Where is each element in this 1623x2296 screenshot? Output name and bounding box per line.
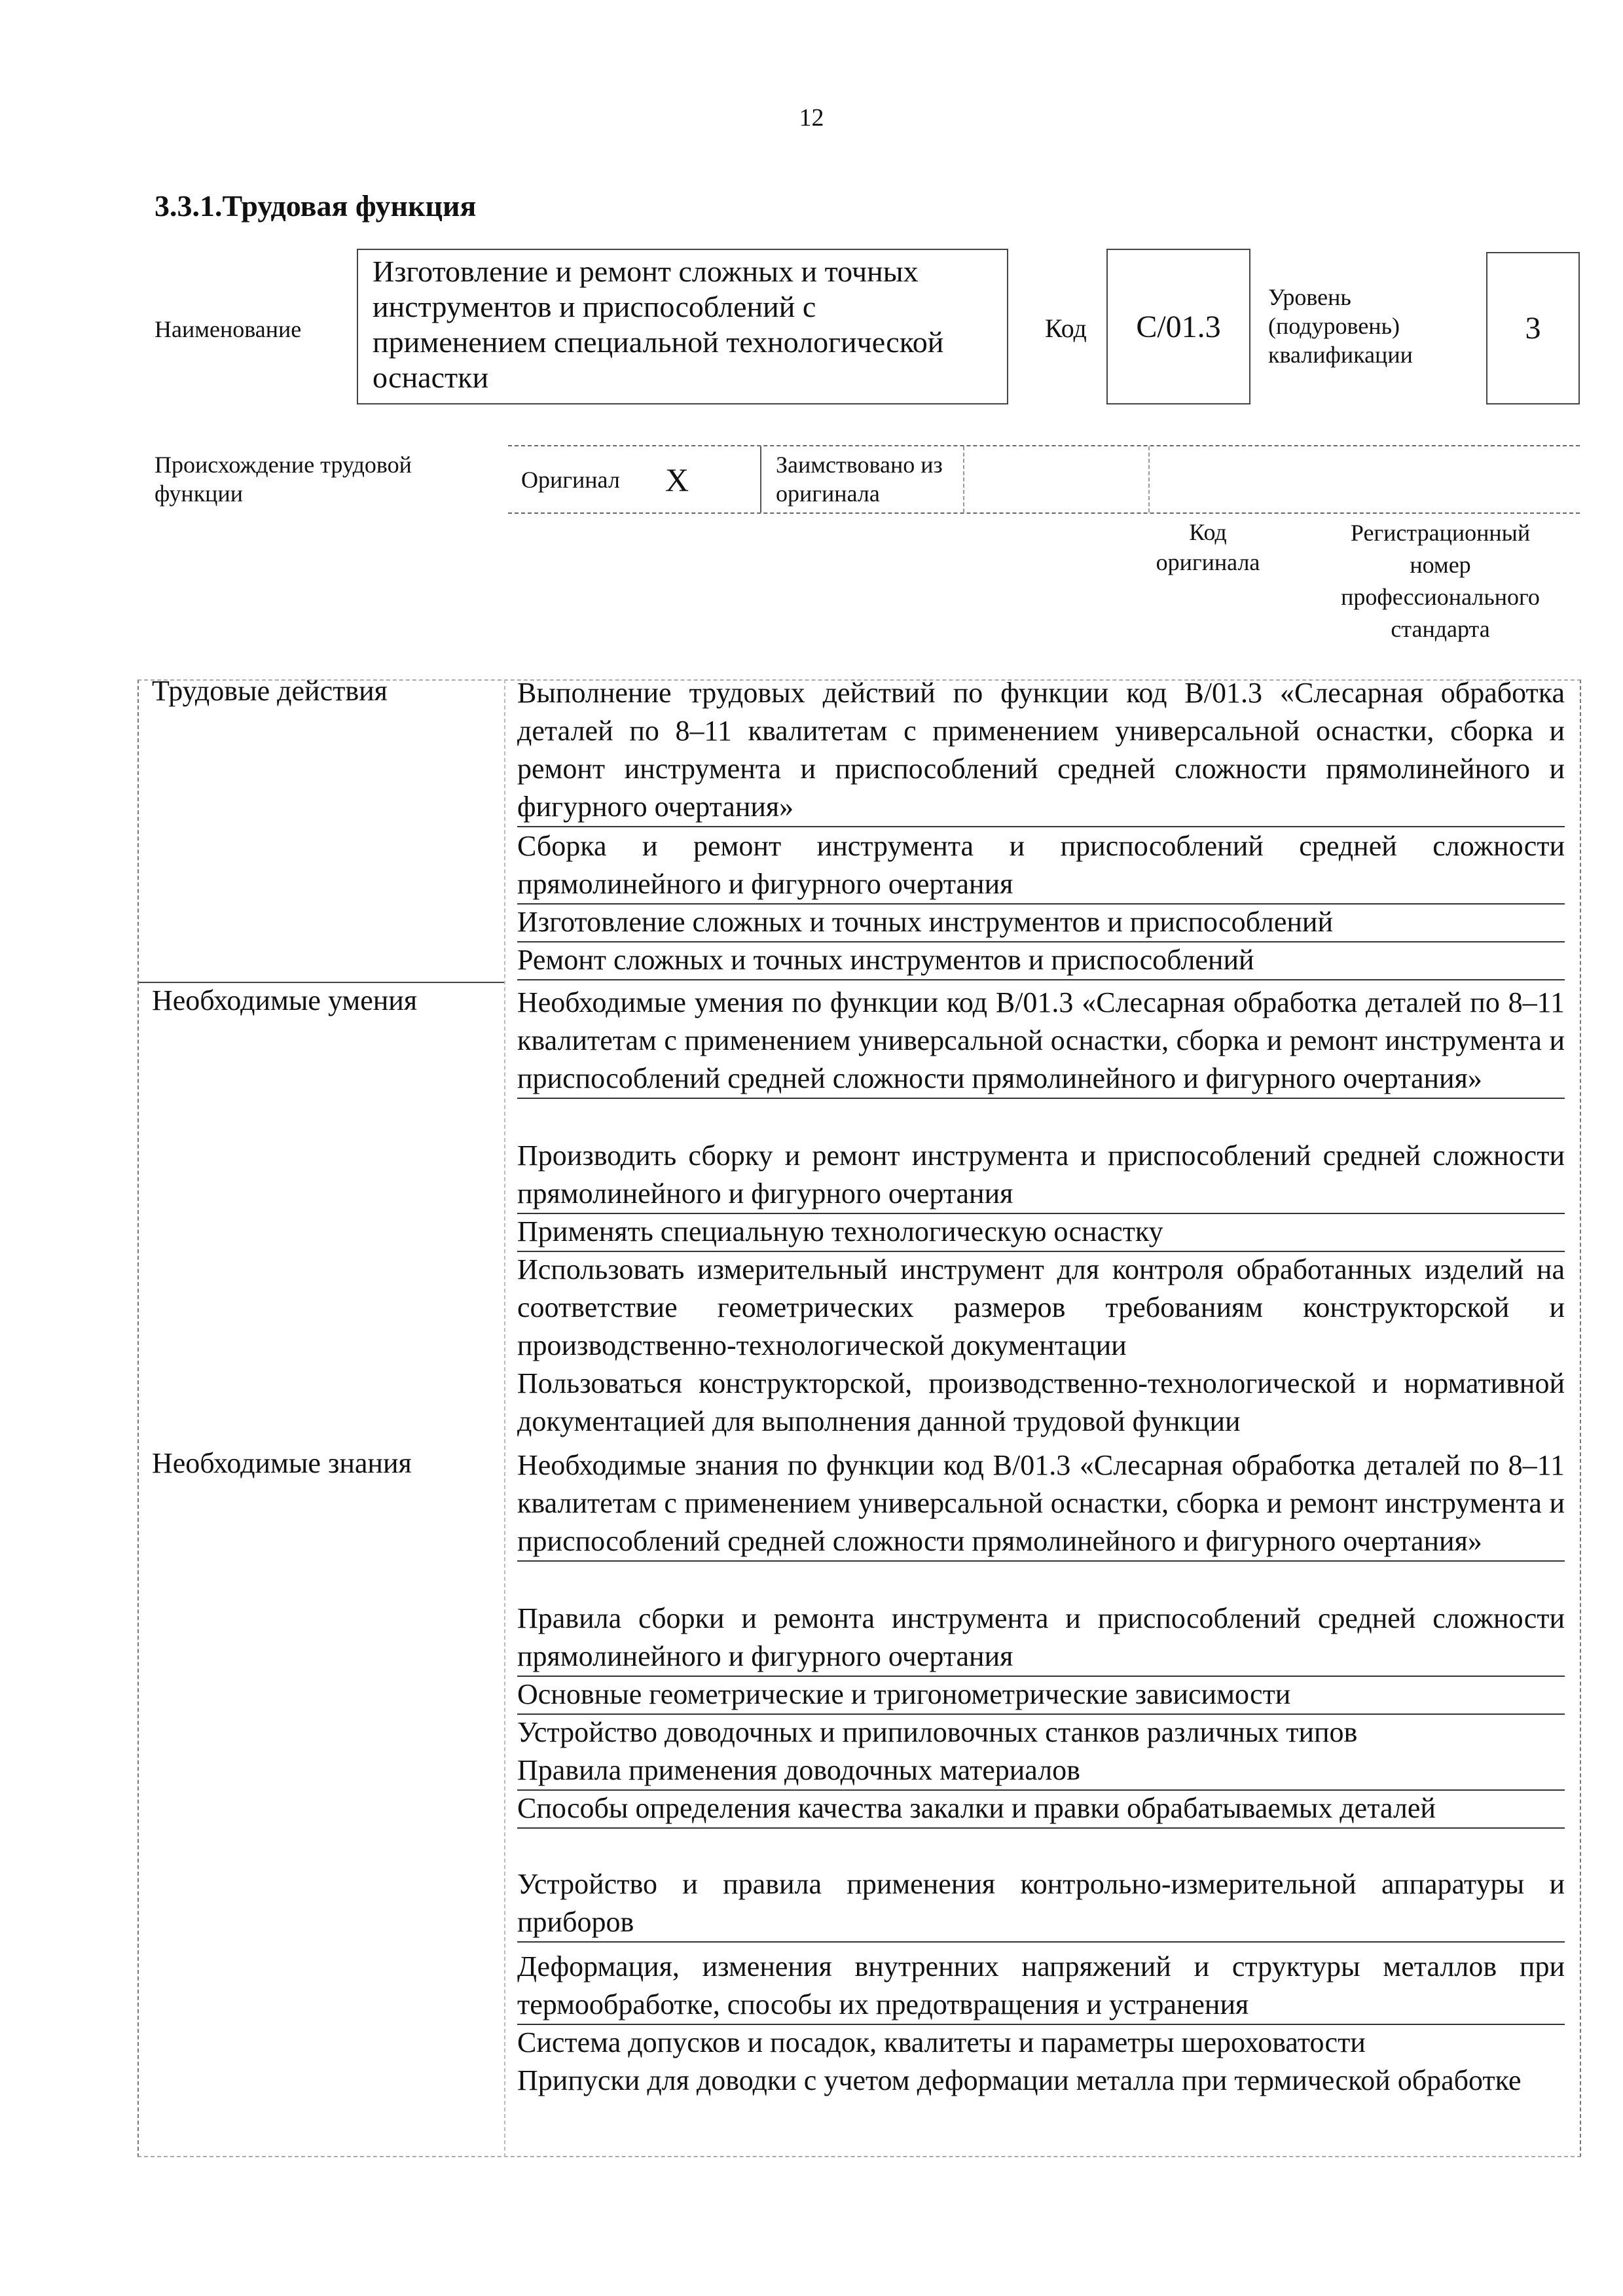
action-item: Сборка и ремонт инструмента и приспособлений средней сложности прямолинейного и фигурного очертания	[517, 827, 1565, 905]
origin-label	[155, 450, 412, 508]
original-mark: X	[665, 461, 689, 498]
reg-caption-line-3: профессионального	[1341, 584, 1540, 610]
borrowed-cell	[761, 446, 964, 512]
reg-caption-line-1: Регистрационный	[1350, 520, 1531, 546]
actions-category-label: Трудовые действия	[152, 675, 388, 707]
code-caption-line-2: оригинала	[1156, 549, 1260, 575]
skill-item: Пользоваться конструкторской, производственно-технологической и нормативной документацией для выполнения данной трудовой функции	[517, 1367, 1565, 1437]
level-label	[1268, 283, 1413, 369]
original-label: Оригинал	[521, 467, 620, 493]
origin-label-line-1: Происхождение трудовой	[155, 452, 412, 478]
borrowed-label-line-2: оригинала	[776, 480, 880, 507]
borrowed-label	[776, 450, 943, 508]
action-item: Ремонт сложных и точных инструментов и приспособлений	[517, 941, 1565, 980]
category-separator	[139, 982, 504, 983]
knowledge-item: Способы определения качества закалки и правки обрабатываемых деталей	[517, 1789, 1565, 1829]
registration-number-caption	[1296, 517, 1584, 645]
page-number: 12	[799, 104, 824, 132]
code-caption-line-1: Код	[1189, 519, 1227, 545]
original-code-cell	[964, 446, 1150, 512]
knowledge-item: Деформация, изменения внутренних напряжений и структуры металлов при термообработке, способы их предотвращения и устранения	[517, 1948, 1565, 2025]
reg-caption-line-2: номер	[1410, 552, 1471, 578]
original-code-caption	[1113, 517, 1303, 577]
origin-label-line-2: функции	[155, 480, 243, 507]
skill-item: Использовать измерительный инструмент для контроля обработанных изделий на соответствие геометрических размеров требованиям конструкторской и производственно-технологической документации	[517, 1253, 1565, 1361]
action-item: Выполнение трудовых действий по функции код B/01.3 «Слесарная обработка деталей по 8–11 квалитетам с применением универсальной оснастки, сборка и ремонт инструмента и приспособлений средней сложности прямолинейного и фигурного очертания»	[517, 674, 1565, 827]
column-divider	[504, 679, 505, 2157]
original-cell	[508, 446, 761, 512]
level-label-line-1: Уровень	[1268, 284, 1351, 310]
registration-number-cell	[1150, 446, 1580, 512]
knowledge-item: Припуски для доводки с учетом деформации металла при термической обработке	[517, 2064, 1522, 2096]
level-label-line-2: (подуровень)	[1268, 313, 1400, 339]
section-title: 3.3.1.Трудовая функция	[155, 189, 477, 223]
reg-caption-line-4: стандарта	[1391, 616, 1490, 642]
knowledge-item: Необходимые знания по функции код B/01.3 «Слесарная обработка деталей по 8–11 квалитетам с применением универсальной оснастки, сборка и ремонт инструмента и приспособлений средней сложности прямолинейного и фигурного очертания»	[517, 1446, 1565, 1562]
knowledge-item: Правила применения доводочных материалов	[517, 1751, 1565, 1791]
knowledge-item: Устройство доводочных и припиловочных станков различных типов	[517, 1716, 1358, 1748]
borrowed-label-line-1: Заимствовано из	[776, 452, 943, 478]
skill-item: Применять специальную технологическую оснастку	[517, 1213, 1565, 1252]
skill-item: Производить сборку и ремонт инструмента и приспособлений средней сложности прямолинейного и фигурного очертания	[517, 1137, 1565, 1214]
knowledge-item: Правила сборки и ремонта инструмента и приспособлений средней сложности прямолинейного и фигурного очертания	[517, 1600, 1565, 1677]
name-label: Наименование	[155, 316, 302, 342]
level-label-line-3: квалификации	[1268, 342, 1413, 368]
knowledge-category-label: Необходимые знания	[152, 1447, 412, 1479]
knowledge-item: Система допусков и посадок, квалитеты и параметры шероховатости	[517, 2026, 1366, 2058]
skill-item: Необходимые умения по функции код B/01.3 «Слесарная обработка деталей по 8–11 квалитетам с применением универсальной оснастки, сборка и ремонт инструмента и приспособлений средней сложности прямолинейного и фигурного очертания»	[517, 984, 1565, 1099]
origin-table	[508, 445, 1580, 514]
code-value: C/01.3	[1106, 249, 1250, 404]
knowledge-item: Основные геометрические и тригонометрические зависимости	[517, 1676, 1565, 1715]
skills-category-label: Необходимые умения	[152, 984, 418, 1016]
name-value: Изготовление и ремонт сложных и точных инструментов и приспособлений с применением специальной технологической оснастки	[357, 249, 1008, 404]
knowledge-item: Устройство и правила применения контрольно-измерительной аппаратуры и приборов	[517, 1865, 1565, 1943]
level-value: 3	[1486, 252, 1580, 404]
action-item: Изготовление сложных и точных инструментов и приспособлений	[517, 903, 1565, 942]
code-label: Код	[1045, 314, 1087, 343]
